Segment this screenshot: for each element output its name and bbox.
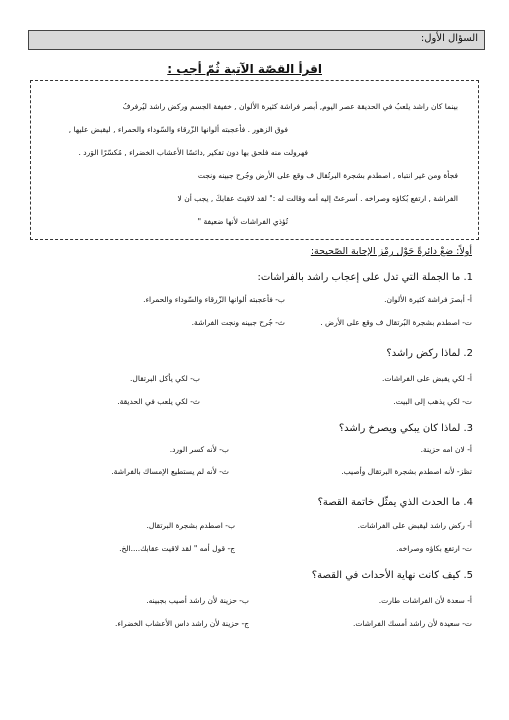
story-line: فجأة ومن غير انتباه , اصطدم بشجرة البرتُقال ف وقع على الأرض وجُرح جبينه ونجت [197, 171, 458, 180]
option[interactable]: ب- اصطدم بشجرة البرتقال. [146, 521, 235, 530]
option[interactable]: ث- جُرح جبينه ونجت الفراشة. [191, 318, 285, 327]
option[interactable]: ث- لأنه لم يستطيع الإمساك بالفراشة. [111, 467, 229, 476]
story-line: تُؤذي الفراشات لأنها ضعيفة " [197, 217, 288, 226]
option[interactable]: ث- لكي يلعب في الحديقة. [117, 397, 200, 406]
option[interactable]: أ- أبصرَ فراشة كثيرة الألوان. [384, 295, 472, 304]
option[interactable]: أ- سعدة لأن الفراشات طارت. [378, 596, 472, 605]
option[interactable]: ت- ارتفع بكاؤه وصراخه. [396, 544, 472, 553]
option[interactable]: ت- لكي يذهب إلى البيت. [393, 397, 472, 406]
question-3: 3. لماذا كان يبكي ويصرخ راشد؟ [338, 423, 473, 434]
question-2: 2. لماذا ركض راشد؟ [386, 348, 473, 359]
question-4: 4. ما الحدث الذي يمثّل خاتمة القصة؟ [317, 497, 473, 508]
option[interactable]: ج- قول أمه " لقد لاقيت عقابك....الخ. [119, 544, 235, 553]
story-title: اقرأ القصّة الآتية ثُمّ أجب : [167, 62, 322, 76]
question-header-bar [28, 30, 485, 50]
story-box [30, 80, 479, 240]
story-line: الفراشة , ارتفع بُكاؤه وصراخه . أسرعتْ إليه أمه وقالت له :" لقد لاقيتَ عقابكَ , يجب أن لا [177, 194, 458, 203]
option[interactable]: أ- ركض راشد ليقبض على الفراشات. [357, 521, 472, 530]
option[interactable]: ت- اصطدم بشجرة البُرتقال ف وقع على الأرض . [320, 318, 472, 327]
option[interactable]: أ- لان امه حزينة. [420, 445, 472, 454]
option[interactable]: تظز- لأنه اصطدم بشجرة البرتقال وأصيب. [341, 467, 472, 476]
option[interactable]: أ- لكي يقبض على الفراشات. [382, 374, 472, 383]
option[interactable]: ج- حزينة لأن راشد داس الأعشاب الخضراء. [114, 619, 249, 628]
question-header-title: السؤال الأول: [420, 33, 478, 44]
story-line: بينما كان راشد يلعبُ في الحديقة عصر اليوم, أبصر فراشة كثيرة الألوان , خفيفة الجسم وركض راشد ليُرفرفُ [122, 102, 458, 111]
option[interactable]: ب- حزينة لأن راشد أصيب بجبينه. [146, 596, 249, 605]
story-line: فوق الزهور . فأعجبته ألوانها الزّرقاء والسّوداء والحمراء , ليقبض عليها , [68, 125, 288, 134]
option[interactable]: ب- لأنه كسر الورد. [169, 445, 229, 454]
section-title: أولاً: ضعْ دائرةً حَوْل رمْز الإجابة الصّحيحة: [310, 246, 472, 257]
option[interactable]: ت- سعيدة لأن راشد أمسك الفراشات. [353, 619, 472, 628]
question-5: 5. كيف كانت نهاية الأحداث في القصة؟ [311, 570, 473, 581]
option[interactable]: ب- لكي يأكل البرتقال. [130, 374, 200, 383]
question-1: 1. ما الجملة التي تدل على إعجاب راشد بالفراشات: [257, 272, 473, 283]
option[interactable]: ب- فأعجبته ألوانها الزّرقاء والسّوداء والحمراء. [143, 295, 285, 304]
story-line: فهرولت منه فلحق بها دون تفكير ,دائسًا الأعشاب الخضراء , مُكسّرًا الوَرد . [78, 148, 308, 157]
